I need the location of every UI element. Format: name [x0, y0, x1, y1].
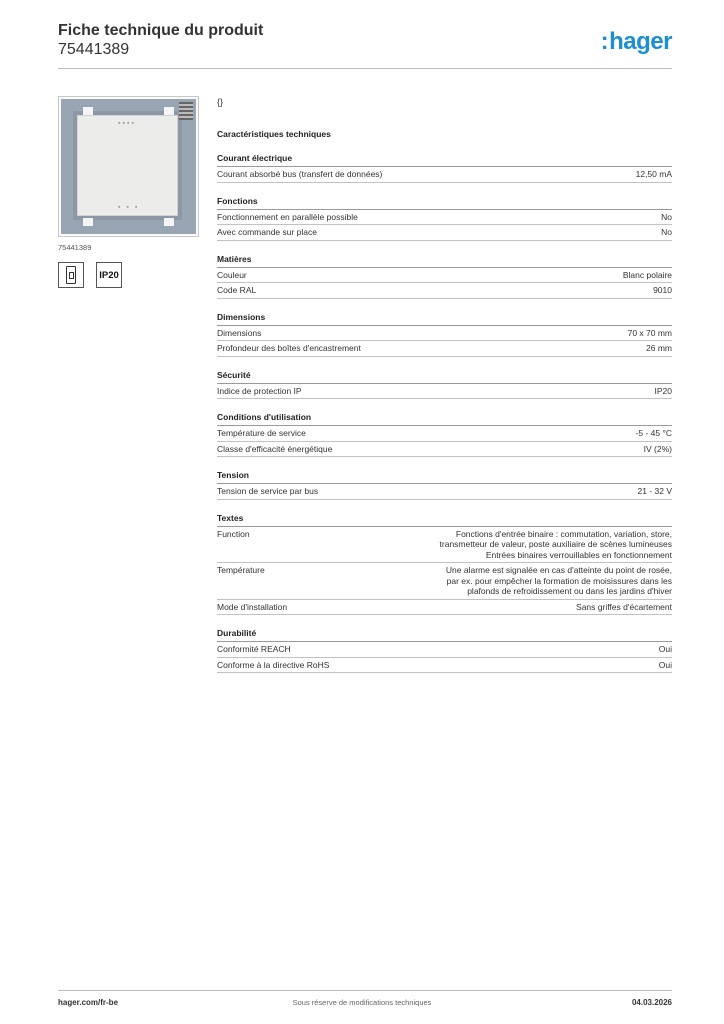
document-title: Fiche technique du produit — [58, 22, 264, 39]
footer-date: 04.03.2026 — [631, 998, 672, 1007]
spec-value: Blanc polaire — [622, 269, 672, 280]
spec-value: Fonctions d'entrée binaire : commutation, variation, store, transmetteur de valeur, poste auxiliaire de scènes lumineuses Entrées binaires verrouillables en fonctionnement — [439, 528, 672, 560]
spec-value: 26 mm — [646, 343, 672, 353]
spec-row — [217, 210, 672, 226]
section-title: Durabilité — [217, 628, 672, 642]
spec-label: Classe d'efficacité énergétique — [217, 443, 333, 454]
section-title: Matières — [217, 254, 672, 268]
spec-section — [217, 254, 672, 299]
spec-row — [217, 384, 672, 400]
spec-row — [217, 484, 672, 500]
spec-label: Code RAL — [217, 285, 257, 295]
section-title: Textes — [217, 513, 672, 527]
hager-logo: :hager — [600, 28, 672, 55]
spec-row — [217, 326, 672, 342]
spec-label: Tension de service par bus — [217, 486, 319, 496]
spec-section — [217, 412, 672, 457]
spec-label: Mode d'installation — [217, 601, 288, 612]
spec-section — [217, 370, 672, 400]
spec-label: Function — [217, 528, 250, 539]
section-title: Sécurité — [217, 370, 672, 384]
spec-row — [217, 268, 672, 284]
header-divider — [58, 68, 672, 69]
product-reference: 75441389 — [58, 41, 130, 58]
product-cover-plate: ▪▪▪▪ ▪ ▪ ▪ — [77, 115, 178, 216]
spec-value: IV (2%) — [643, 443, 672, 454]
spec-row — [217, 283, 672, 299]
spec-row — [217, 341, 672, 357]
spec-section — [217, 628, 672, 673]
spec-label: Profondeur des boîtes d'encastrement — [217, 343, 361, 353]
spec-value: 70 x 70 mm — [627, 327, 672, 338]
specification-sections — [217, 153, 672, 673]
spec-value: Oui — [658, 644, 672, 654]
footer-disclaimer: Sous réserve de modifications techniques — [292, 998, 432, 1007]
section-title: Tension — [217, 470, 672, 484]
spec-row — [217, 426, 672, 442]
spec-label: Avec commande sur place — [217, 227, 318, 237]
spec-row — [217, 442, 672, 458]
spec-section — [217, 513, 672, 616]
spec-label: Courant absorbé bus (transfert de données) — [217, 169, 383, 179]
spec-label: Température — [217, 565, 265, 575]
spec-value: No — [661, 211, 672, 222]
section-title: Conditions d'utilisation — [217, 412, 672, 426]
spec-label: Indice de protection IP — [217, 385, 302, 396]
spec-value: Sans griffes d'écartement — [576, 601, 672, 612]
spec-value: Oui — [658, 659, 672, 670]
spec-label: Fonctionnement en parallèle possible — [217, 211, 358, 222]
spec-value: 12,50 mA — [635, 169, 672, 179]
specifications-heading: Caractéristiques techniques — [217, 129, 331, 139]
footer-divider — [58, 990, 672, 991]
spec-row — [217, 642, 672, 658]
spec-value: IP20 — [654, 385, 672, 396]
section-title: Dimensions — [217, 312, 672, 326]
ip-rating-icon: IP20 — [96, 262, 122, 288]
spec-row — [217, 527, 672, 564]
spec-value: Une alarme est signalée en cas d'atteinte du point de rosée, par ex. pour empêcher la formation de moisissures dans les plafonds de refroidissement ou dans les jardins d'hiver — [445, 565, 672, 596]
spec-label: Conforme à la directive RoHS — [217, 659, 330, 670]
device-icon — [58, 262, 84, 288]
spec-value: No — [661, 227, 672, 237]
spec-value: 21 - 32 V — [637, 486, 672, 496]
spec-row — [217, 167, 672, 183]
spec-section — [217, 470, 672, 500]
section-title: Courant électrique — [217, 153, 672, 167]
spec-section — [217, 153, 672, 183]
technical-specifications — [217, 96, 672, 673]
spec-value: 9010 — [653, 285, 672, 295]
section-title: Fonctions — [217, 196, 672, 210]
footer-website[interactable]: hager.com/fr-be — [58, 998, 119, 1007]
spec-section — [217, 196, 672, 241]
spec-value: -5 - 45 °C — [635, 428, 672, 438]
spec-label: Dimensions — [217, 327, 262, 338]
placeholder-text: {} — [217, 97, 224, 107]
product-image — [58, 96, 199, 237]
image-caption: 75441389 — [58, 243, 92, 252]
spec-row — [217, 600, 672, 616]
document-header — [58, 21, 263, 59]
spec-label: Couleur — [217, 269, 247, 280]
spec-label: Température de service — [217, 428, 306, 438]
logo-text: hager — [609, 28, 672, 55]
spec-row — [217, 658, 672, 674]
spec-label: Conformité REACH — [217, 644, 291, 654]
spec-row — [217, 225, 672, 241]
barcode-grid — [179, 102, 193, 120]
spec-row — [217, 563, 672, 600]
spec-section — [217, 312, 672, 357]
